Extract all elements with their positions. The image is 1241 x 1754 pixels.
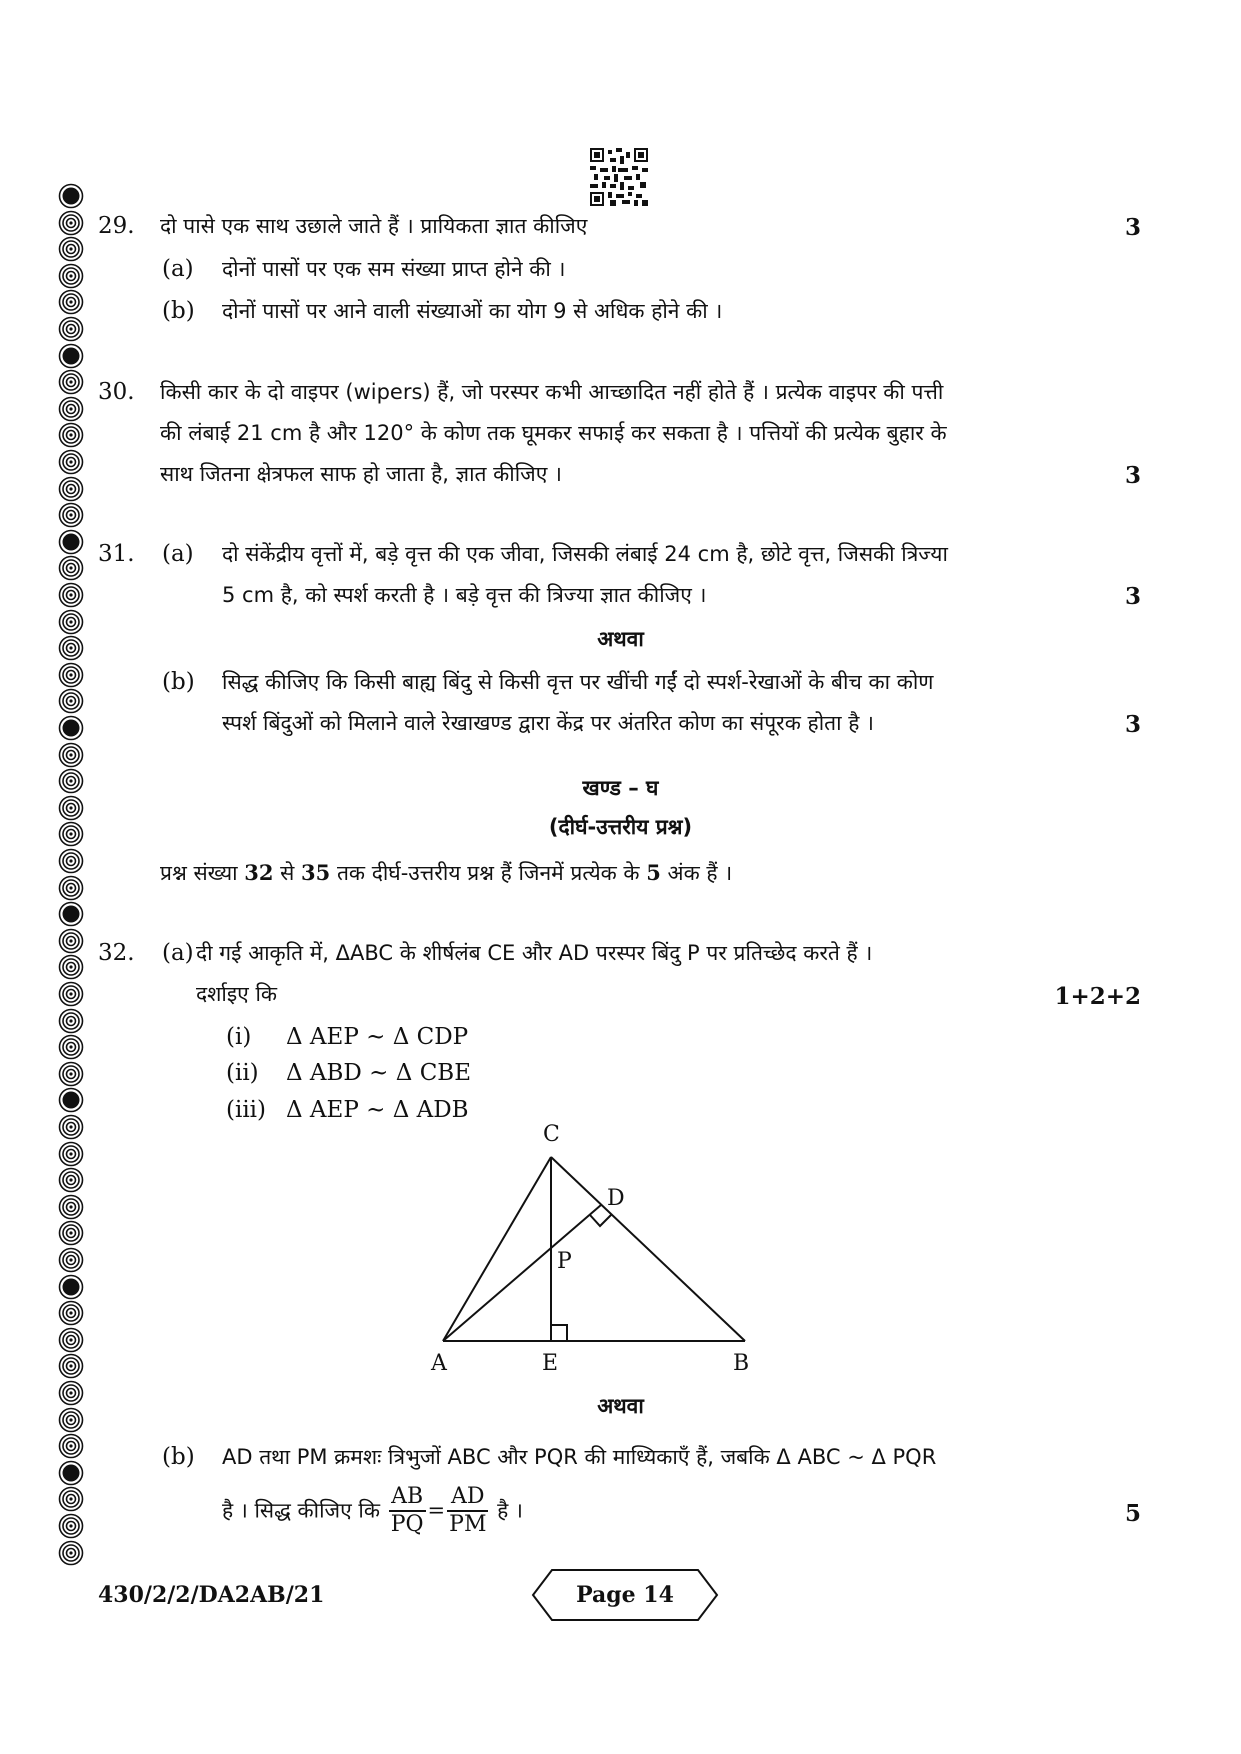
list-item-text: Δ ABD ~ Δ CBE <box>286 1060 471 1086</box>
subpart-text: AD तथा PM क्रमशः त्रिभुजों ABC और PQR की माध्यिकाएँ हैं, जबकि Δ ABC ~ Δ PQR <box>222 1445 937 1469</box>
concentric-ring-mark <box>58 476 84 502</box>
concentric-ring-mark <box>58 875 84 901</box>
subpart-text: सिद्ध कीजिए कि किसी बाह्य बिंदु से किसी वृत्त पर खींची गईं दो स्पर्श-रेखाओं के बीच का कोण <box>222 670 934 694</box>
subpart-label: (b) <box>162 1444 195 1470</box>
filled-circle-mark <box>58 183 84 209</box>
vertex-label-p: P <box>557 1249 572 1274</box>
filled-circle-mark <box>58 901 84 927</box>
vertex-label-b: B <box>733 1351 750 1376</box>
vertex-label-e: E <box>542 1351 559 1376</box>
concentric-ring-mark <box>58 316 84 342</box>
altitude-ad <box>443 1205 601 1341</box>
filled-circle-mark <box>58 1274 84 1300</box>
subpart-label: (a) <box>162 940 194 966</box>
question-text: किसी कार के दो वाइपर (wipers) हैं, जो परस्पर कभी आच्छादित नहीं होते हैं । प्रत्येक वाइपर की पत्ती <box>160 380 944 404</box>
subpart-text-with-fraction: है । सिद्ध कीजिए कि $\frac{AB}{PQ}$ = $\frac{AD}{PM}$ है । <box>222 1484 523 1538</box>
list-item-label: (iii) <box>226 1097 267 1123</box>
question-text: की लंबाई 21 cm है और 120° के कोण तक घूमकर सफाई कर सकता है । पत्तियों की प्रत्येक बुहार के <box>160 421 947 445</box>
section-subtitle: (दीर्घ-उत्तरीय प्रश्न) <box>548 815 693 839</box>
fraction-ab-pq: $\frac{AB}{PQ}$ <box>390 1484 424 1538</box>
filled-circle-mark <box>58 529 84 555</box>
marks: 1+2+2 <box>1054 983 1141 1010</box>
subpart-text: दो संकेंद्रीय वृत्तों में, बड़े वृत्त की एक जीवा, जिसकी लंबाई 24 cm है, छोटे वृत्त, जिसकी त्रिज्या <box>222 542 948 566</box>
concentric-ring-mark <box>58 1061 84 1087</box>
marks: 3 <box>1124 214 1141 241</box>
concentric-ring-mark <box>58 954 84 980</box>
concentric-ring-mark <box>58 263 84 289</box>
filled-circle-mark <box>58 1460 84 1486</box>
vertex-label-d: D <box>607 1186 625 1211</box>
marks: 3 <box>1124 462 1141 489</box>
concentric-ring-mark <box>58 1141 84 1167</box>
concentric-ring-mark <box>58 1433 84 1459</box>
concentric-ring-mark <box>58 582 84 608</box>
subpart-text: 5 cm है, को स्पर्श करती है । बड़े वृत्त की त्रिज्या ज्ञात कीजिए । <box>222 583 707 607</box>
concentric-ring-mark <box>58 502 84 528</box>
concentric-ring-mark <box>58 1220 84 1246</box>
list-item-text: Δ AEP ~ Δ CDP <box>286 1024 469 1050</box>
filled-circle-mark <box>58 715 84 741</box>
concentric-ring-mark <box>58 1353 84 1379</box>
right-angle-e <box>551 1325 567 1341</box>
or-divider: अथवा <box>597 1394 644 1418</box>
section-instructions: प्रश्न संख्या 32 से 35 तक दीर्घ-उत्तरीय प्रश्न हैं जिनमें प्रत्येक के 5 अंक हैं । <box>160 860 733 885</box>
concentric-ring-mark <box>58 928 84 954</box>
concentric-ring-mark <box>58 1300 84 1326</box>
subpart-text: दी गई आकृति में, ΔABC के शीर्षलंब CE और AD परस्पर बिंदु P पर प्रतिच्छेद करते हैं । <box>196 941 873 965</box>
concentric-ring-mark <box>58 1167 84 1193</box>
concentric-ring-mark <box>58 210 84 236</box>
question-text: साथ जितना क्षेत्रफल साफ हो जाता है, ज्ञात कीजिए । <box>160 462 562 486</box>
subpart-label: (a) <box>162 541 194 567</box>
vertex-label-a: A <box>431 1351 447 1376</box>
triangle-figure <box>420 1118 760 1378</box>
filled-circle-mark <box>58 343 84 369</box>
question-number: 29. <box>98 213 135 239</box>
fraction-ad-pm: $\frac{AD}{PM}$ <box>449 1484 487 1538</box>
concentric-ring-mark <box>58 742 84 768</box>
question-number: 30. <box>98 379 135 405</box>
subpart-text: दोनों पासों पर आने वाली संख्याओं का योग 9 से अधिक होने की । <box>222 299 723 323</box>
list-item-label: (ii) <box>226 1060 259 1086</box>
list-item-text: Δ AEP ~ Δ ADB <box>286 1097 469 1123</box>
concentric-ring-mark <box>58 555 84 581</box>
subpart-text: दर्शाइए कि <box>196 982 278 1006</box>
marks: 3 <box>1124 711 1141 738</box>
qr-code <box>590 148 648 206</box>
question-text: दो पासे एक साथ उछाले जाते हैं । प्रायिकता ज्ञात कीजिए <box>160 214 588 238</box>
concentric-ring-mark <box>58 1194 84 1220</box>
page-number: Page 14 <box>576 1582 674 1608</box>
side-cb <box>551 1157 745 1341</box>
concentric-ring-mark <box>58 1114 84 1140</box>
concentric-ring-mark <box>58 396 84 422</box>
paper-code: 430/2/2/DA2AB/21 <box>98 1582 325 1608</box>
concentric-ring-mark <box>58 369 84 395</box>
concentric-ring-mark <box>58 1034 84 1060</box>
concentric-ring-mark <box>58 236 84 262</box>
concentric-ring-mark <box>58 662 84 688</box>
question-number: 31. <box>98 541 135 567</box>
margin-marks-strip <box>58 183 88 1566</box>
concentric-ring-mark <box>58 981 84 1007</box>
concentric-ring-mark <box>58 1247 84 1273</box>
right-angle-d <box>590 1215 611 1226</box>
or-divider: अथवा <box>597 627 644 651</box>
concentric-ring-mark <box>58 848 84 874</box>
side-ac <box>443 1157 551 1341</box>
list-item-label: (i) <box>226 1024 252 1050</box>
concentric-ring-mark <box>58 1008 84 1034</box>
concentric-ring-mark <box>58 1540 84 1566</box>
concentric-ring-mark <box>58 1486 84 1512</box>
concentric-ring-mark <box>58 289 84 315</box>
concentric-ring-mark <box>58 1327 84 1353</box>
section-title: खण्ड – घ <box>582 776 659 800</box>
concentric-ring-mark <box>58 422 84 448</box>
concentric-ring-mark <box>58 449 84 475</box>
subpart-text: स्पर्श बिंदुओं को मिलाने वाले रेखाखण्ड द्वारा केंद्र पर अंतरित कोण का संपूरक होता है । <box>222 711 875 735</box>
filled-circle-mark <box>58 1087 84 1113</box>
concentric-ring-mark <box>58 1513 84 1539</box>
marks: 3 <box>1124 583 1141 610</box>
subpart-label: (a) <box>162 256 194 282</box>
subpart-label: (b) <box>162 669 195 695</box>
vertex-label-c: C <box>543 1122 560 1147</box>
question-number: 32. <box>98 940 135 966</box>
subpart-text: दोनों पासों पर एक सम संख्या प्राप्त होने की । <box>222 257 566 281</box>
subpart-label: (b) <box>162 298 195 324</box>
concentric-ring-mark <box>58 688 84 714</box>
marks: 5 <box>1124 1500 1141 1527</box>
